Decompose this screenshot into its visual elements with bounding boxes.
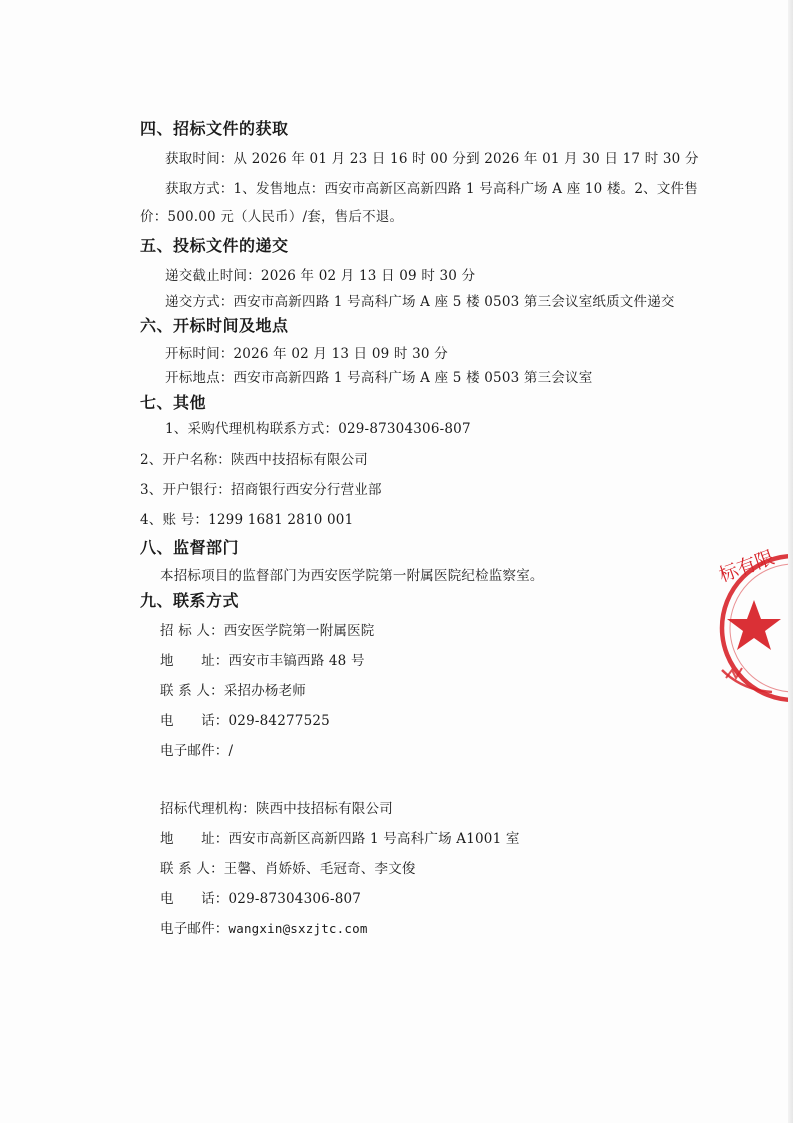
- buyer-address-label: 地 址：: [160, 653, 229, 669]
- agent-email-label: 电子邮件：: [160, 921, 229, 937]
- agent-contact-label: 联 系 人：: [160, 861, 224, 877]
- s7-bank: 3、开户银行：招商银行西安分行营业部: [140, 482, 382, 498]
- s6-open-location: 开标地点：西安市高新四路 1 号高科广场 A 座 5 楼 0503 第三会议室: [165, 370, 593, 386]
- buyer-address-value: 西安市丰镐西路 48 号: [228, 653, 365, 669]
- s7-account-number: 4、账 号：1299 1681 2810 001: [140, 512, 354, 528]
- scan-edge: [788, 0, 793, 1123]
- section-6-title: 六、开标时间及地点: [140, 316, 289, 335]
- s5-method: 递交方式：西安市高新四路 1 号高科广场 A 座 5 楼 0503 第三会议室纸质文件递交: [165, 294, 675, 310]
- s7-account-name: 2、开户名称：陕西中技招标有限公司: [140, 452, 368, 468]
- agent-phone-label: 电 话：: [160, 891, 229, 907]
- s8-supervision: 本招标项目的监督部门为西安医学院第一附属医院纪检监察室。: [160, 568, 544, 584]
- s4-obtain-time: 获取时间：从 2026 年 01 月 23 日 16 时 00 分到 2026 年 01 月 30 日 17 时 30 分: [165, 151, 699, 167]
- buyer-email-row: [160, 742, 233, 760]
- section-9-title: 九、联系方式: [140, 591, 240, 610]
- buyer-name-value: 西安医学院第一附属医院: [223, 623, 375, 639]
- agent-email-value: wangxin@sxzjtc.com: [228, 921, 368, 936]
- section-5-title: 五、投标文件的递交: [140, 236, 289, 255]
- s5-deadline: 递交截止时间：2026 年 02 月 13 日 09 时 30 分: [165, 268, 476, 284]
- buyer-name-label: 招 标 人：: [160, 623, 224, 639]
- agent-phone-row: [160, 890, 361, 908]
- buyer-contact-value: 采招办杨老师: [223, 683, 306, 699]
- s4-obtain-method: 获取方式：1、发售地点：西安市高新区高新四路 1 号高科广场 A 座 10 楼。2、文件售: [165, 181, 698, 197]
- buyer-phone-row: [160, 712, 330, 730]
- company-seal-icon: [712, 540, 793, 710]
- agent-address-value: 西安市高新区高新四路 1 号高科广场 A1001 室: [228, 831, 520, 847]
- agent-email-row: [160, 920, 368, 938]
- section-7-title: 七、其他: [140, 393, 207, 412]
- buyer-phone-value: 029-84277525: [228, 713, 330, 729]
- buyer-phone-label: 电 话：: [160, 713, 229, 729]
- buyer-email-label: 电子邮件：: [160, 743, 229, 759]
- buyer-email-value: /: [228, 743, 234, 759]
- agent-address-label: 地 址：: [160, 831, 229, 847]
- agent-phone-value: 029-87304306-807: [228, 891, 362, 907]
- agent-address-row: [160, 830, 520, 848]
- agent-contact-row: [160, 860, 416, 878]
- agent-name-row: [160, 800, 393, 818]
- agent-name-value: 陕西中技招标有限公司: [255, 801, 393, 817]
- seal-text-fragment: 标有限: [716, 546, 778, 587]
- buyer-contact-label: 联 系 人：: [160, 683, 224, 699]
- buyer-address-row: [160, 652, 365, 670]
- s7-agent-contact: 1、采购代理机构联系方式：029-87304306-807: [165, 421, 471, 437]
- agent-contact-value: 王馨、肖娇娇、毛冠奇、李文俊: [223, 861, 416, 877]
- section-4-title: 四、招标文件的获取: [140, 119, 289, 138]
- section-8-title: 八、监督部门: [140, 538, 240, 557]
- agent-name-label: 招标代理机构：: [160, 801, 256, 817]
- buyer-name-row: [160, 622, 375, 640]
- s4-price: 价：500.00 元（人民币）/套，售后不退。: [140, 209, 404, 225]
- seal-star-icon: [727, 600, 781, 650]
- s6-open-time: 开标时间：2026 年 02 月 13 日 09 时 30 分: [165, 346, 448, 362]
- buyer-contact-row: [160, 682, 306, 700]
